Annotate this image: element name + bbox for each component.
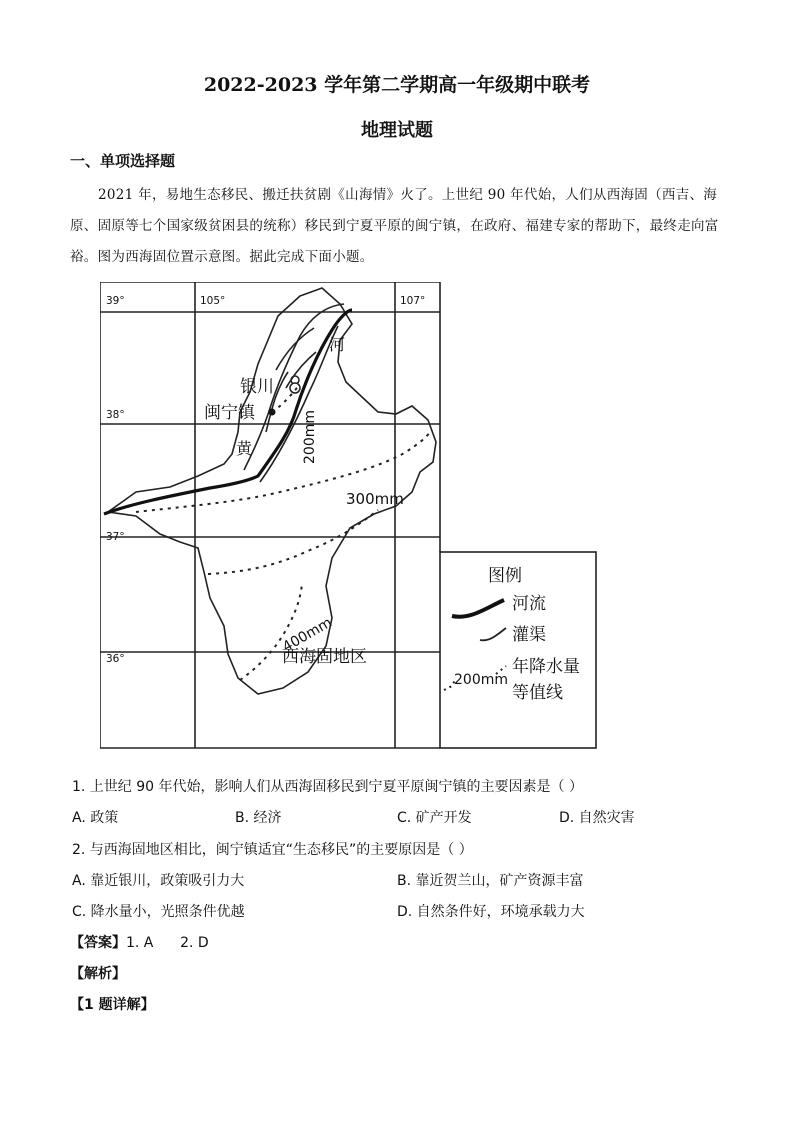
lat-label-37: 37° — [106, 531, 125, 543]
isoline-300-label: 300mm — [346, 490, 404, 508]
river-char-huang: 黄 — [236, 439, 253, 458]
legend-isoline-label-1: 年降水量 — [512, 657, 580, 677]
legend-isoline-label-2: 等值线 — [512, 683, 563, 703]
lon-label-107: 107° — [400, 295, 426, 307]
q1-option-a: A. 政策 — [72, 810, 119, 826]
q2-option-a: A. 靠近银川，政策吸引力大 — [72, 873, 245, 889]
isolines — [136, 384, 430, 680]
question-1-stem: 1. 上世纪 90 年代始，影响人们从西海固移民到宁夏平原闽宁镇的主要因素是（ ） — [72, 779, 583, 795]
detail-label: 【1 题详解】 — [70, 997, 155, 1013]
legend-title: 图例 — [488, 566, 522, 586]
exam-title: 2022-2023 学年第二学期高一年级期中联考 — [203, 74, 591, 96]
isoline-200-label: 200mm — [302, 410, 318, 464]
xihaigu-location-map — [100, 282, 600, 750]
legend-river-label: 河流 — [512, 594, 546, 614]
yinchuan-label: 银川 — [240, 377, 274, 397]
legend-canal-label: 灌渠 — [512, 625, 546, 645]
isoline-400-label: 400mm — [280, 614, 335, 656]
xihaigu-label: 西海固地区 — [282, 647, 367, 667]
lat-label-39: 39° — [106, 295, 125, 307]
q1-option-d: D. 自然灾害 — [559, 810, 635, 826]
analysis-label: 【解析】 — [70, 966, 126, 982]
question-2-stem: 2. 与西海固地区相比，闽宁镇适宜“生态移民”的主要原因是（ ） — [72, 842, 473, 858]
q2-option-b: B. 靠近贺兰山，矿产资源丰富 — [397, 873, 584, 889]
lat-label-36: 36° — [106, 653, 125, 665]
passage-text: 2021 年，易地生态移民、搬迁扶贫剧《山海情》火了。上世纪 90 年代始，人们从西海固（西吉、海原、固原等七个国家级贫困县的统称）移民到宁夏平原的闽宁镇，在政府、福建专家的帮助下，最终走向富裕。图为西海固位置示意图。据此完成下面小题。 — [70, 187, 719, 265]
legend-isoline-value: 200mm — [454, 672, 508, 688]
q2-option-c: C. 降水量小，光照条件优越 — [72, 904, 245, 920]
q1-option-c: C. 矿产开发 — [397, 810, 472, 826]
q2-option-d: D. 自然条件好，环境承载力大 — [397, 904, 585, 920]
lat-label-38: 38° — [106, 409, 125, 421]
q1-option-b: B. 经济 — [235, 810, 282, 826]
answer-label: 【答案】 — [70, 935, 126, 951]
answer-line — [70, 932, 209, 952]
minning-label: 闽宁镇 — [204, 403, 255, 423]
answer-text: 1. A 2. D — [126, 935, 209, 951]
map-legend — [440, 552, 596, 748]
exam-subtitle: 地理试题 — [361, 120, 433, 141]
river-char-he: 河 — [329, 335, 346, 354]
section-heading: 一、单项选择题 — [70, 152, 176, 170]
lon-label-105: 105° — [200, 295, 226, 307]
